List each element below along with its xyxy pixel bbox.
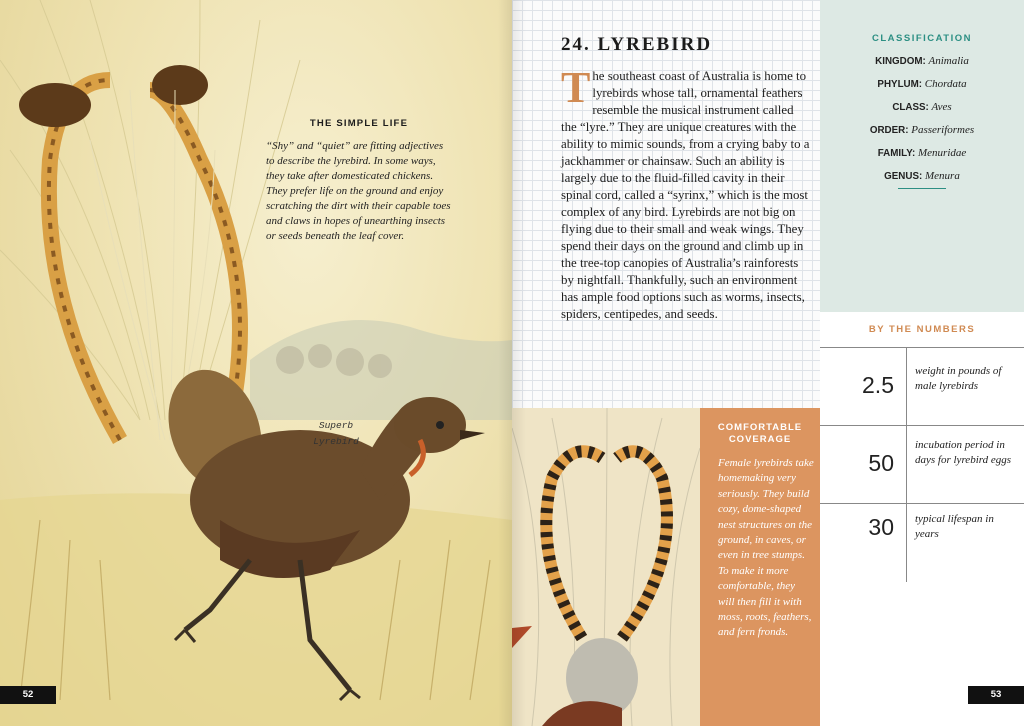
- caption-line-1: Superb: [318, 420, 354, 431]
- number-description: typical lifespan in years: [915, 513, 994, 540]
- number-row: [820, 348, 1024, 426]
- number-row: [820, 426, 1024, 504]
- comfort-heading-line-2: COVERAGE: [728, 434, 792, 445]
- comfort-body: Female lyrebirds take homemaking very seriously. They build cozy, dome-shaped nest structures on the ground, in caves, or even in tree stumps. To make it more comfortable, they will then fill it with moss, roots, feathers, and fern fronds.: [718, 457, 814, 639]
- number-separator: [906, 426, 907, 504]
- class-key: KINGDOM:: [875, 56, 926, 67]
- number-description: weight in pounds of male lyrebirds: [915, 365, 1002, 392]
- page-number-left: 52: [0, 686, 56, 704]
- sidebar-heading: THE SIMPLE LIFE: [309, 118, 409, 129]
- illustration-caption: [296, 418, 376, 450]
- classification-panel: [820, 0, 1024, 312]
- classification-row: [820, 147, 1024, 159]
- by-the-numbers-panel: [820, 312, 1024, 726]
- main-body-text: [561, 63, 811, 323]
- class-value: Menura: [925, 170, 960, 182]
- page-title: 24. LYREBIRD: [561, 34, 713, 55]
- number-value: 30: [868, 514, 894, 540]
- classification-row: [820, 101, 1024, 113]
- classification-row: [820, 170, 1024, 182]
- caption-line-2: Lyrebird: [313, 436, 359, 447]
- class-key: CLASS:: [892, 102, 929, 113]
- tail-feather-art: [512, 408, 700, 726]
- class-key: GENUS:: [884, 171, 923, 182]
- comfort-heading: [706, 422, 814, 446]
- class-value: Menuridae: [918, 147, 967, 159]
- numbers-heading: BY THE NUMBERS: [868, 324, 976, 335]
- class-value: Animalia: [928, 55, 969, 67]
- number-row: [820, 504, 1024, 582]
- classification-row: [820, 124, 1024, 136]
- number-value: 50: [868, 450, 894, 476]
- tail-feather-illustration: [512, 408, 700, 726]
- number-separator: [906, 504, 907, 582]
- number-separator: [906, 348, 907, 426]
- class-value: Chordata: [924, 78, 967, 90]
- class-value: Passeriformes: [911, 124, 975, 136]
- main-text-content: he southeast coast of Australia is home to lyrebirds whose tall, ornamental feathers resemble the musical instrument called the “lyre.” They are unique creatures with the ability to mimic sounds, from a crying baby to a jackhammer or chainsaw. Such an ability is largely due to the fluid-filled cavity in their spinal cord, called a “syrinx,” which is the most complex of any bird. Lyrebirds are not big on flying due to their small and weak wings. They spend their days on the ground and climb up in the tree-top canopies of Australia’s rainforests by nightfall. Thankfully, such an environment has ample food options such as worms, insects, spiders, centipedes, and seeds.: [561, 69, 810, 321]
- comfortable-coverage-box: [700, 408, 820, 726]
- classification-heading: CLASSIFICATION: [872, 33, 972, 44]
- drop-cap: T: [561, 63, 591, 112]
- class-value: Aves: [931, 101, 952, 113]
- class-key: PHYLUM:: [877, 79, 923, 90]
- classification-divider: [898, 188, 946, 189]
- class-key: FAMILY:: [877, 148, 916, 159]
- classification-row: [820, 55, 1024, 67]
- number-description: incubation period in days for lyrebird eggs: [915, 439, 1012, 466]
- number-value: 2.5: [862, 372, 894, 398]
- simple-life-sidebar: [266, 118, 452, 244]
- page-number-right: 53: [968, 686, 1024, 704]
- sidebar-body: “Shy” and “quiet” are fitting adjectives to describe the lyrebird. In some ways, they take after domesticated chickens. They prefer life on the ground and enjoy scratching the dirt with their capable toes and claws in hopes of unearthing insects or seeds beneath the leaf cover.: [266, 140, 451, 242]
- classification-row: [820, 78, 1024, 90]
- class-key: ORDER:: [869, 125, 909, 136]
- comfort-heading-line-1: COMFORTABLE: [717, 422, 803, 433]
